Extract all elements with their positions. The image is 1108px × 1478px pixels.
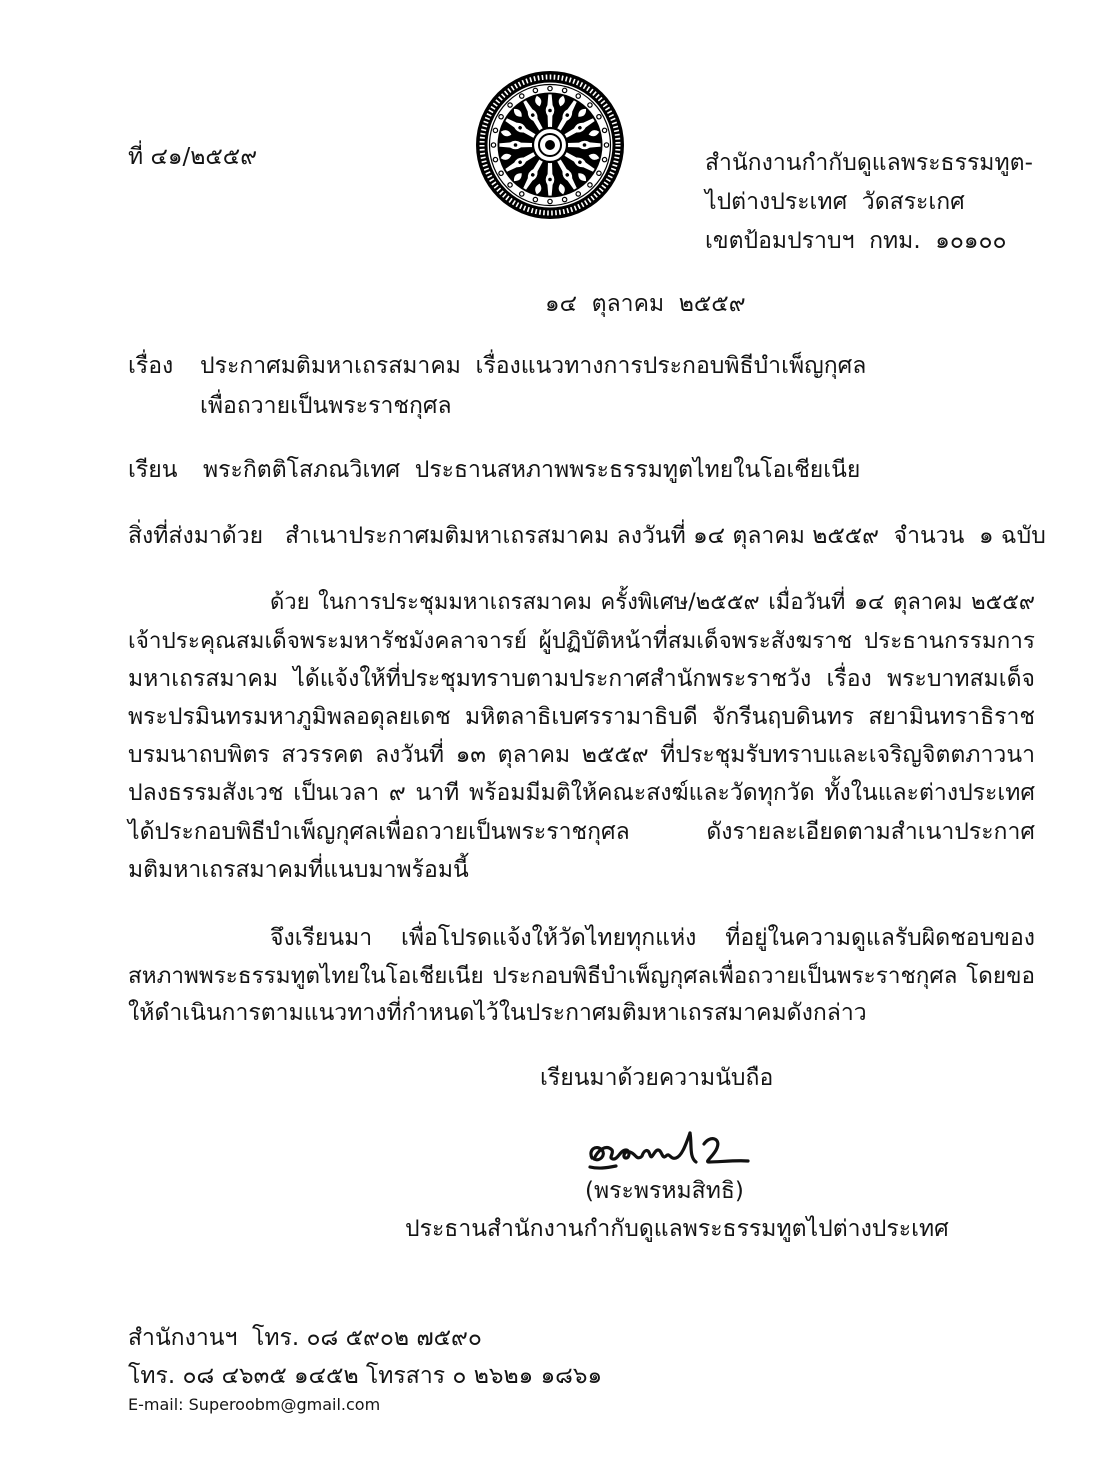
- letter-date: ๑๔ ตุลาคม ๒๕๕๙: [545, 291, 746, 317]
- body-line: มหาเถรสมาคม ได้แจ้งให้ที่ประชุมทราบตามประกาศสำนักพระราชวัง เรื่อง พระบาทสมเด็จ: [128, 666, 1035, 692]
- enclosure-value: สำเนาประกาศมติมหาเถรสมาคม ลงวันที่ ๑๔ ตุลาคม ๒๕๕๙ จำนวน ๑ ฉบับ: [285, 523, 1046, 549]
- sender-address-line: เขตป้อมปราบฯ กทม. ๑๐๑๐๐: [705, 228, 1007, 254]
- sender-address-line: สำนักงานกำกับดูแลพระธรรมทูต-: [705, 150, 1033, 176]
- body-line: ได้ประกอบพิธีบำเพ็ญกุศลเพื่อถวายเป็นพระราชกุศล ดังรายละเอียดตามสำเนาประกาศ: [128, 819, 1035, 845]
- body-line: ปลงธรรมสังเวช เป็นเวลา ๙ นาที พร้อมมีมติให้คณะสงฆ์และวัดทุกวัด ทั้งในและต่างประเทศ: [128, 780, 1035, 806]
- subject-value: [200, 349, 866, 423]
- subject-row: [128, 349, 1080, 423]
- reference-number: ที่ ๔๑/๒๕๕๙: [128, 144, 258, 170]
- body-line: สหภาพพระธรรมทูตไทยในโอเชียเนีย ประกอบพิธีบำเพ็ญกุศลเพื่อถวายเป็นพระราชกุศล โดยขอ: [128, 963, 1035, 989]
- body-line: บรมนาถบพิตร สวรรคต ลงวันที่ ๑๓ ตุลาคม ๒๕๕๙ ที่ประชุมรับทราบและเจริญจิตตภาวนา: [128, 742, 1035, 768]
- subject-line: ประกาศมติมหาเถรสมาคม เรื่องแนวทางการประกอบพิธีบำเพ็ญกุศล: [200, 353, 867, 379]
- dharmachakra-emblem-icon: [474, 69, 626, 221]
- body-line: มติมหาเถรสมาคมที่แนบมาพร้อมนี้: [128, 857, 469, 883]
- signatory-name: (พระพรหมสิทธิ): [585, 1178, 744, 1204]
- enclosure-label: สิ่งที่ส่งมาด้วย: [128, 523, 264, 549]
- body-line: พระปรมินทรมหาภูมิพลอดุลยเดช มหิตลาธิเบศรรามาธิบดี จักรีนฤบดินทร สยามินทราธิราช: [128, 704, 1035, 730]
- recipient-row: [128, 453, 1080, 487]
- signature: [586, 1128, 751, 1176]
- closing-salutation: เรียนมาด้วยความนับถือ: [540, 1065, 774, 1091]
- subject-line: เพื่อถวายเป็นพระราชกุศล: [200, 393, 452, 419]
- footer-phone-fax: โทร. ๐๘ ๔๖๓๕ ๑๔๕๒ โทรสาร ๐ ๒๖๒๑ ๑๘๖๑: [128, 1363, 603, 1389]
- body-line: จึงเรียนมา เพื่อโปรดแจ้งให้วัดไทยทุกแห่ง ที่อยู่ในความดูแลรับผิดชอบของ: [270, 925, 1035, 951]
- subject-label: เรื่อง: [128, 353, 174, 379]
- recipient-value: พระกิตติโสภณวิเทศ ประธานสหภาพพระธรรมทูตไทยในโอเชียเนีย: [203, 457, 861, 483]
- body-line: ให้ดำเนินการตามแนวทางที่กำหนดไว้ในประกาศมติมหาเถรสมาคมดังกล่าว: [128, 1000, 867, 1026]
- body-line: เจ้าประคุณสมเด็จพระมหารัชมังคลาจารย์ ผู้ปฏิบัติหน้าที่สมเด็จพระสังฆราช ประธานกรรมการ: [128, 628, 1035, 654]
- enclosure-row: [128, 519, 1080, 553]
- footer-office-phone: สำนักงานฯ โทร. ๐๘ ๕๙๐๒ ๗๕๙๐: [128, 1325, 482, 1351]
- sender-address-line: ไปต่างประเทศ วัดสระเกศ: [705, 189, 965, 215]
- body-line: ด้วย ในการประชุมมหาเถรสมาคม ครั้งพิเศษ/๒๕๕๙ เมื่อวันที่ ๑๔ ตุลาคม ๒๕๕๙: [270, 590, 1035, 615]
- footer-email: E-mail: Superoobm@gmail.com: [128, 1395, 381, 1414]
- recipient-label: เรียน: [128, 457, 178, 483]
- signatory-position: ประธานสำนักงานกำกับดูแลพระธรรมทูตไปต่างประเทศ: [405, 1216, 949, 1242]
